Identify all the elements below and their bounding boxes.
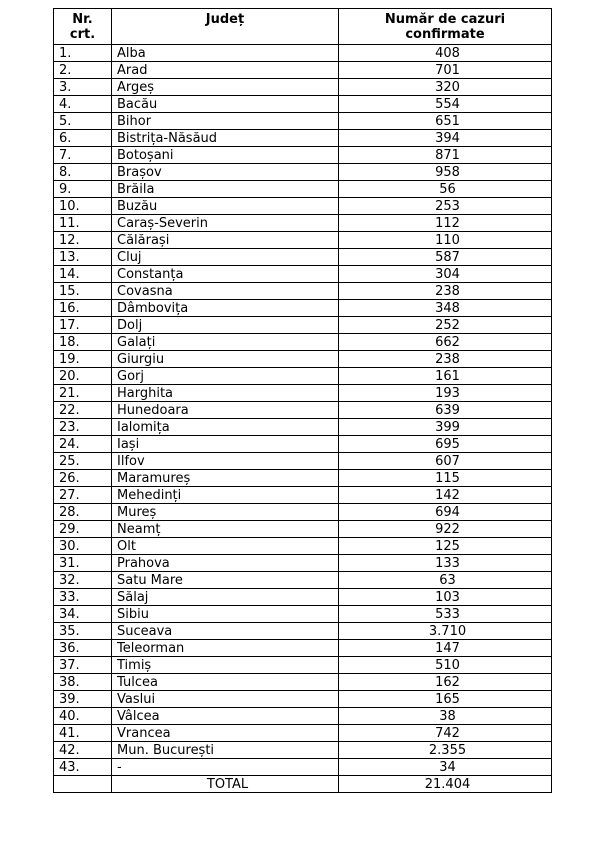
table-row (54, 351, 552, 368)
row-nr: 43. (54, 759, 112, 776)
row-cases: 253 (339, 198, 552, 215)
row-county: Mureș (112, 504, 339, 521)
row-nr: 21. (54, 385, 112, 402)
row-cases: 587 (339, 249, 552, 266)
table-row (54, 640, 552, 657)
table-row (54, 232, 552, 249)
table-row (54, 181, 552, 198)
row-cases: 103 (339, 589, 552, 606)
row-cases: 252 (339, 317, 552, 334)
header-nr-line1: Nr. (72, 11, 93, 27)
row-county: Arad (112, 62, 339, 79)
row-county: Vaslui (112, 691, 339, 708)
row-cases: 147 (339, 640, 552, 657)
row-county: Prahova (112, 555, 339, 572)
row-county: Buzău (112, 198, 339, 215)
row-cases: 399 (339, 419, 552, 436)
row-nr: 38. (54, 674, 112, 691)
row-cases: 554 (339, 96, 552, 113)
row-county: Galați (112, 334, 339, 351)
row-nr: 13. (54, 249, 112, 266)
row-county: Sălaj (112, 589, 339, 606)
row-nr: 27. (54, 487, 112, 504)
table-row (54, 96, 552, 113)
row-county: Timiș (112, 657, 339, 674)
row-nr: 9. (54, 181, 112, 198)
table-row (54, 249, 552, 266)
row-nr: 3. (54, 79, 112, 96)
row-nr: 42. (54, 742, 112, 759)
row-cases: 533 (339, 606, 552, 623)
row-nr: 14. (54, 266, 112, 283)
table-row (54, 487, 552, 504)
row-county: Brăila (112, 181, 339, 198)
row-cases: 662 (339, 334, 552, 351)
row-county: Harghita (112, 385, 339, 402)
confirmed-cases-table (53, 8, 552, 793)
row-cases: 34 (339, 759, 552, 776)
total-nr-cell (54, 776, 112, 793)
row-county: Tulcea (112, 674, 339, 691)
table-row (54, 708, 552, 725)
row-cases: 394 (339, 130, 552, 147)
table-row (54, 674, 552, 691)
table-row (54, 657, 552, 674)
row-nr: 2. (54, 62, 112, 79)
row-nr: 18. (54, 334, 112, 351)
table-row (54, 419, 552, 436)
table-row (54, 538, 552, 555)
table-row (54, 504, 552, 521)
row-county: Teleorman (112, 640, 339, 657)
table-row (54, 45, 552, 62)
row-cases: 125 (339, 538, 552, 555)
row-nr: 20. (54, 368, 112, 385)
row-county: Olt (112, 538, 339, 555)
row-cases: 238 (339, 283, 552, 300)
row-nr: 16. (54, 300, 112, 317)
table-row (54, 572, 552, 589)
row-nr: 15. (54, 283, 112, 300)
header-county-label: Județ (205, 12, 245, 27)
header-county (112, 9, 339, 45)
row-nr: 22. (54, 402, 112, 419)
row-cases: 56 (339, 181, 552, 198)
table-row (54, 623, 552, 640)
row-cases: 304 (339, 266, 552, 283)
row-county: Mehedinți (112, 487, 339, 504)
total-cases: 21.404 (339, 776, 552, 793)
row-county: - (112, 759, 339, 776)
table-row (54, 470, 552, 487)
header-nr (54, 9, 112, 45)
row-nr: 6. (54, 130, 112, 147)
table-row (54, 453, 552, 470)
row-nr: 11. (54, 215, 112, 232)
row-county: Bacău (112, 96, 339, 113)
row-nr: 35. (54, 623, 112, 640)
row-county: Ilfov (112, 453, 339, 470)
table-row (54, 317, 552, 334)
row-county: Vâlcea (112, 708, 339, 725)
row-nr: 33. (54, 589, 112, 606)
header-cases-line1: Număr de cazuri (384, 11, 506, 27)
row-cases: 112 (339, 215, 552, 232)
row-county: Brașov (112, 164, 339, 181)
table-row (54, 198, 552, 215)
row-cases: 348 (339, 300, 552, 317)
table-row (54, 742, 552, 759)
table-row (54, 589, 552, 606)
table-row (54, 725, 552, 742)
row-county: Hunedoara (112, 402, 339, 419)
row-county: Bistrița-Năsăud (112, 130, 339, 147)
row-county: Dâmbovița (112, 300, 339, 317)
row-county: Neamț (112, 521, 339, 538)
row-cases: 162 (339, 674, 552, 691)
table-row (54, 62, 552, 79)
row-cases: 238 (339, 351, 552, 368)
row-nr: 29. (54, 521, 112, 538)
row-county: Dolj (112, 317, 339, 334)
row-nr: 23. (54, 419, 112, 436)
table-row (54, 147, 552, 164)
row-county: Alba (112, 45, 339, 62)
table-row (54, 555, 552, 572)
header-cases-line2: confirmate (405, 26, 485, 42)
table-row (54, 385, 552, 402)
row-county: Satu Mare (112, 572, 339, 589)
table-row (54, 164, 552, 181)
table-row (54, 402, 552, 419)
table-row (54, 436, 552, 453)
row-nr: 41. (54, 725, 112, 742)
row-cases: 742 (339, 725, 552, 742)
row-county: Caraș-Severin (112, 215, 339, 232)
row-nr: 25. (54, 453, 112, 470)
row-cases: 142 (339, 487, 552, 504)
table-row (54, 606, 552, 623)
row-cases: 161 (339, 368, 552, 385)
row-cases: 871 (339, 147, 552, 164)
row-cases: 110 (339, 232, 552, 249)
row-county: Suceava (112, 623, 339, 640)
table-row (54, 521, 552, 538)
row-nr: 34. (54, 606, 112, 623)
row-nr: 39. (54, 691, 112, 708)
row-cases: 408 (339, 45, 552, 62)
table-row (54, 130, 552, 147)
row-county: Gorj (112, 368, 339, 385)
row-county: Constanța (112, 266, 339, 283)
row-cases: 694 (339, 504, 552, 521)
row-nr: 7. (54, 147, 112, 164)
row-county: Argeș (112, 79, 339, 96)
row-cases: 639 (339, 402, 552, 419)
row-county: Maramureș (112, 470, 339, 487)
row-cases: 958 (339, 164, 552, 181)
table-row (54, 759, 552, 776)
table-row (54, 368, 552, 385)
row-nr: 8. (54, 164, 112, 181)
table-body (54, 45, 552, 776)
row-nr: 26. (54, 470, 112, 487)
row-county: Giurgiu (112, 351, 339, 368)
row-cases: 510 (339, 657, 552, 674)
row-nr: 28. (54, 504, 112, 521)
row-county: Mun. București (112, 742, 339, 759)
row-cases: 115 (339, 470, 552, 487)
row-cases: 133 (339, 555, 552, 572)
row-nr: 12. (54, 232, 112, 249)
row-cases: 651 (339, 113, 552, 130)
table-row (54, 79, 552, 96)
row-nr: 31. (54, 555, 112, 572)
row-nr: 10. (54, 198, 112, 215)
row-nr: 17. (54, 317, 112, 334)
row-nr: 4. (54, 96, 112, 113)
total-label: TOTAL (112, 776, 339, 793)
row-nr: 30. (54, 538, 112, 555)
table-row (54, 215, 552, 232)
table-row (54, 300, 552, 317)
row-cases: 2.355 (339, 742, 552, 759)
row-county: Bihor (112, 113, 339, 130)
row-nr: 32. (54, 572, 112, 589)
row-nr: 37. (54, 657, 112, 674)
table-row (54, 113, 552, 130)
row-cases: 193 (339, 385, 552, 402)
table-row (54, 283, 552, 300)
row-county: Sibiu (112, 606, 339, 623)
row-cases: 922 (339, 521, 552, 538)
row-cases: 320 (339, 79, 552, 96)
row-county: Cluj (112, 249, 339, 266)
row-county: Covasna (112, 283, 339, 300)
row-county: Călărași (112, 232, 339, 249)
row-cases: 165 (339, 691, 552, 708)
table-header-row (54, 9, 552, 45)
header-nr-line2: crt. (69, 26, 96, 42)
row-cases: 3.710 (339, 623, 552, 640)
row-cases: 38 (339, 708, 552, 725)
row-county: Iași (112, 436, 339, 453)
total-row (54, 776, 552, 793)
row-county: Botoșani (112, 147, 339, 164)
row-cases: 695 (339, 436, 552, 453)
header-cases (339, 9, 552, 45)
row-nr: 24. (54, 436, 112, 453)
row-county: Vrancea (112, 725, 339, 742)
table-row (54, 334, 552, 351)
table-row (54, 266, 552, 283)
row-nr: 5. (54, 113, 112, 130)
table-row (54, 691, 552, 708)
row-nr: 1. (54, 45, 112, 62)
row-county: Ialomița (112, 419, 339, 436)
row-nr: 40. (54, 708, 112, 725)
row-cases: 701 (339, 62, 552, 79)
row-nr: 36. (54, 640, 112, 657)
row-nr: 19. (54, 351, 112, 368)
row-cases: 63 (339, 572, 552, 589)
row-cases: 607 (339, 453, 552, 470)
